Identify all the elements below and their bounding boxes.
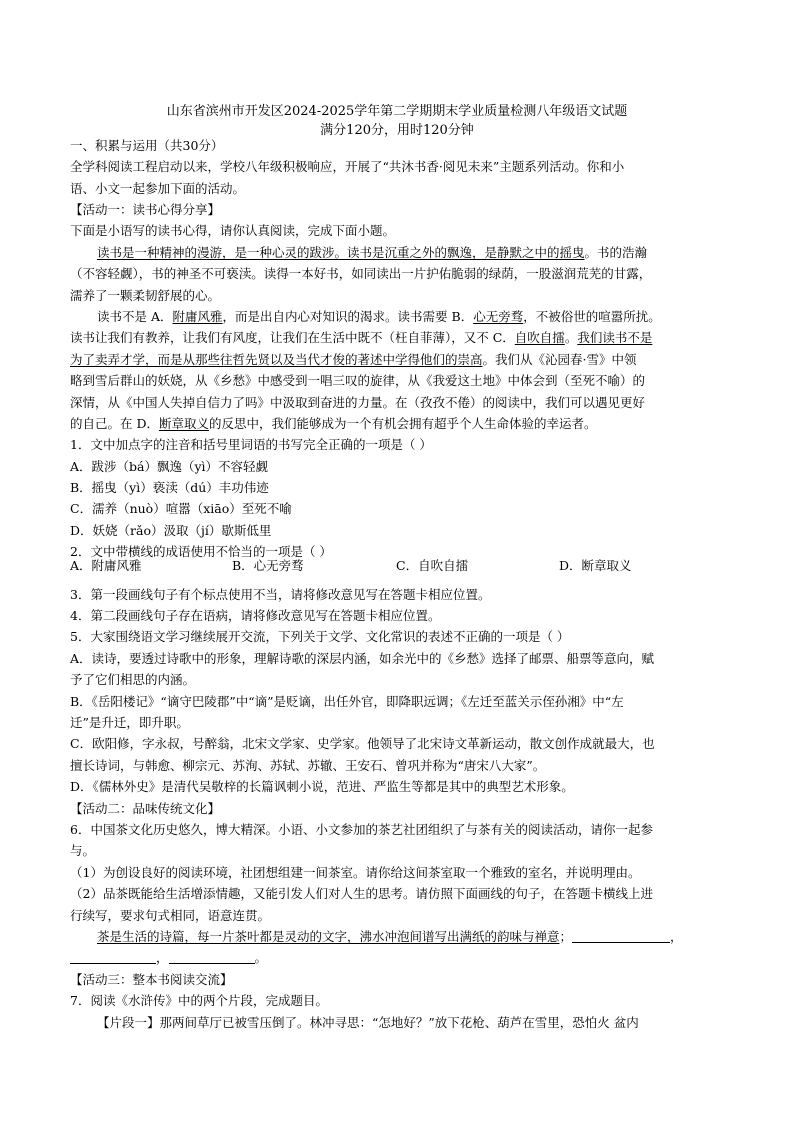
answer-option: D．《儒林外史》是清代吴敬梓的长篇讽刺小说，范进、严监生等都是其中的典型艺术形象。 [70, 779, 574, 794]
activity-heading: 【活动三：整本书阅读交流】 [70, 972, 233, 987]
passage-line [70, 329, 652, 347]
question-stem: 6．中国茶文化历史悠久，博大精深。小语、小文参加的茶艺社团组织了与茶有关的阅读活动，请你一起参 [70, 822, 653, 837]
activity-lead: 下面是小语写的读书心得，请你认真阅读，完成下面小题。 [70, 223, 396, 238]
passage-line: 略到雪后群山的妖娆，从《乡愁》中感受到一唱三叹的旋律，从《我爱这土地》中体会到（至死不喻）的 [70, 373, 646, 388]
passage-line: 深情，从《中国人失掉自信力了吗》中汲取到奋进的力量。在（孜孜不倦）的阅读中，我们可以遇见更好 [70, 395, 646, 410]
answer-option: 迁”是升迁，即升职。 [70, 715, 189, 730]
passage-text: 的自己。在 D． [70, 416, 159, 431]
answer-blank[interactable] [70, 949, 156, 964]
question-stem: 1．文中加点字的注音和括号里词语的书写完全正确的一项是（ ） [70, 437, 432, 452]
answer-option: A．读诗，要透过诗歌中的形象，理解诗歌的深层内涵，如余光中的《乡愁》选择了邮票、船票等意向，赋 [70, 651, 655, 666]
question-stem: 5．大家围绕语文学习继续展开交流，下列关于文学、文化常识的表述不正确的一项是（ ） [70, 629, 570, 644]
answer-line [70, 949, 267, 967]
answer-option: C．自吹自擂 [396, 558, 469, 573]
sub-question: 行续写，要求句式相同，语意连贯。 [70, 908, 271, 923]
passage-text: ，而是出自内心对知识的渴求。读书需要 B． [222, 309, 474, 324]
answer-option: 予了它们相思的内涵。 [70, 672, 196, 687]
passage-text: 。我们从《沁园春·雪》中领 [482, 352, 637, 367]
passage-paragraph [97, 308, 661, 326]
answer-option: D．断章取义 [559, 558, 632, 573]
answer-option: C．濡养（nuò）喧嚣（xiāo）至死不喻 [70, 501, 292, 516]
answer-option: B．摇曳（yì）亵渎（dú）丰功伟迹 [70, 480, 269, 495]
passage-paragraph [97, 244, 647, 262]
activity-heading: 【活动一：读书心得分享】 [70, 202, 221, 217]
answer-option: D．妖娆（rǎo）汲取（jí）歇斯低里 [70, 523, 272, 538]
question-stem: 7．阅读《水浒传》中的两个片段，完成题目。 [70, 993, 328, 1008]
question-stem: 2．文中带横线的成语使用不恰当的一项是（ ） [70, 544, 332, 559]
section-intro: 语、小文一起参加下面的活动。 [70, 181, 246, 196]
sub-question: （1）为创设良好的阅读环境，社团想组建一间茶室。请你给这间茶室取一个雅致的室名，并说明理由。 [70, 865, 641, 880]
passage-text: 。 [564, 330, 578, 345]
punctuation: ， [156, 950, 169, 965]
fragment-text [97, 1014, 639, 1032]
passage-line [70, 415, 597, 433]
answer-option: B．《岳阳楼记》“谪守巴陵郡”中“谪”是贬谪，出任外官，即降职远调；《左迁至蓝关示侄孙湘》中“左 [70, 694, 624, 709]
answer-option: C．欧阳修，字永叔，号醉翁，北宋文学家、史学家。他领导了北宋诗文革新运动，散文创作成就最大，也 [70, 736, 655, 751]
question-stem: 与。 [70, 843, 96, 858]
answer-option: B．心无旁骛 [232, 558, 304, 573]
underlined-sentence: 为了卖弄才学，而是从那些往哲先贤以及当代才俊的著述中学得他们的崇高 [70, 352, 483, 367]
idiom-c: 自吹自擂 [514, 330, 565, 345]
sub-question: （2）品茶既能给生活增添情趣，又能引发人们对人生的思考。请仿照下面画线的句子，在答题卡横线上进 [70, 886, 653, 901]
passage-text: 读书不是 A． [97, 309, 173, 324]
underlined-sentence: 读书是一种精神的漫游，是一种心灵的跋涉。读书是沉重之外的飘逸，是静默之中的摇曳 [97, 245, 585, 260]
answer-blank[interactable] [572, 928, 670, 943]
passage-text: 的反思中，我们能够成为一个有机会拥有超乎个人生命体验的幸运者。 [209, 416, 597, 431]
punctuation: 。 [254, 950, 268, 965]
question-stem: 4．第二段画线句子存在语病，请将修改意见写在答题卡相应位置。 [70, 608, 441, 623]
activity-heading: 【活动二：品味传统文化】 [70, 801, 221, 816]
exam-subtitle: 满分120分，用时120分钟 [320, 123, 474, 138]
passage-line: （不容轻觑），书的神圣不可亵渎。读得一本好书，如同读出一片护佑脆弱的绿荫，一股滋润荒芜的甘露， [70, 266, 652, 281]
answer-option: A．跋涉（bá）飘逸（yì）不容轻觑 [70, 459, 269, 474]
answer-blank[interactable] [169, 949, 255, 964]
fragment-label: 【片段一】 [97, 1015, 160, 1030]
idiom-b: 心无旁骛 [473, 309, 524, 324]
section-intro: 全学科阅读工程启动以来，学校八年级积极响应，开展了“共沐书香·阅见未来”主题系列活动。你和小 [70, 159, 625, 174]
passage-text: 那两间草厅已被雪压倒了。林冲寻思：“怎地好？”放下花枪、葫芦在雪里，恐怕火 盆内 [159, 1015, 639, 1030]
passage-line: 濡养了一颗柔韧舒展的心。 [70, 288, 221, 303]
question-stem: 3．第一段画线句子有个标点使用不当，请将修改意见写在答题卡相应位置。 [70, 587, 491, 602]
passage-text: 读书让我们有教养，让我们有风度，让我们在生活中既不（枉自菲薄），又不 C． [70, 330, 515, 345]
answer-option: A．附庸风雅 [70, 558, 142, 573]
idiom-d: 断章取义 [159, 416, 210, 431]
section-heading: 一、积累与运用（共30分） [70, 138, 224, 153]
underlined-sentence: 茶是生活的诗篇，每一片茶叶都是灵动的文字，沸水冲泡间谱写出满纸的韵味与禅意 [97, 929, 560, 944]
punctuation: ， [670, 929, 683, 944]
passage-text: ，不被俗世的喧嚣所扰。 [523, 309, 661, 324]
idiom-a: 附庸风雅 [172, 309, 223, 324]
example-sentence [97, 928, 683, 946]
punctuation: ； [559, 929, 573, 944]
answer-option: 擅长诗词，与韩愈、柳宗元、苏洵、苏轼、苏辙、王安石、曾巩并称为“唐宋八大家”。 [70, 758, 546, 773]
exam-title: 山东省滨州市开发区2024-2025学年第二学期期末学业质量检测八年级语文试题 [166, 104, 628, 119]
underlined-sentence: 我们读书不是 [577, 330, 653, 345]
passage-line [70, 351, 637, 369]
passage-text: 。书的浩瀚 [584, 245, 648, 260]
